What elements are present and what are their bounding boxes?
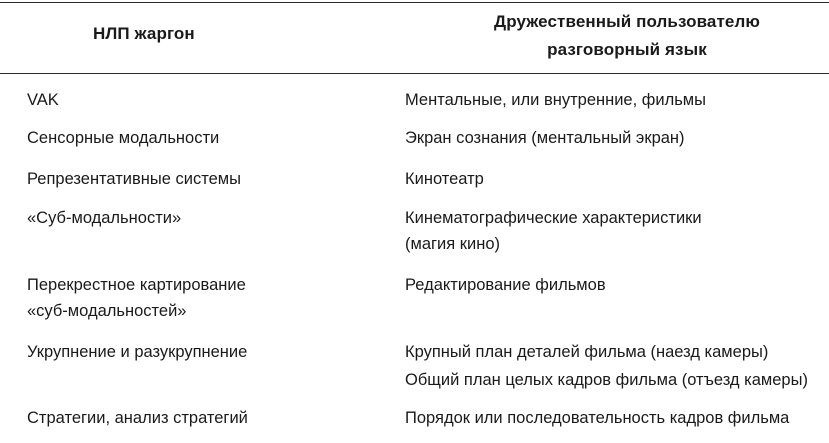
row-5-left-line2: «суб-модальностей» <box>27 302 187 320</box>
header-friendly-language-line2: разговорный язык <box>547 40 707 59</box>
row-4-right-line1: Кинематографические характеристики <box>405 209 702 227</box>
row-2-right: Экран сознания (ментальный экран) <box>405 129 685 147</box>
row-3-right: Кинотеатр <box>405 170 484 188</box>
row-7-right: Порядок или последовательность кадров фильма <box>405 409 790 427</box>
row-2-left: Сенсорные модальности <box>27 129 220 147</box>
row-5-left-line1: Перекрестное картирование <box>27 276 246 294</box>
row-4-left: «Суб-модальности» <box>27 209 182 227</box>
header-nlp-jargon: НЛП жаргон <box>93 24 195 43</box>
row-6-right-line2: Общий план целых кадров фильма (отъезд камеры) <box>405 371 808 389</box>
row-1-left: VAK <box>27 91 59 109</box>
row-6-left: Укрупнение и разукрупнение <box>27 343 248 361</box>
row-1-right: Ментальные, или внутренние, фильмы <box>405 91 706 109</box>
row-4-right-line2: (магия кино) <box>405 235 500 253</box>
row-3-left: Репрезентативные системы <box>27 170 241 188</box>
header-friendly-language <box>482 8 772 64</box>
table-top-rule <box>0 2 829 3</box>
row-5-right: Редактирование фильмов <box>405 276 606 294</box>
row-6-right-line1: Крупный план деталей фильма (наезд камеры) <box>405 343 769 361</box>
header-friendly-language-line1: Дружественный пользователю <box>494 12 760 31</box>
header-divider-rule <box>0 73 829 74</box>
row-7-left: Стратегии, анализ стратегий <box>27 409 248 427</box>
